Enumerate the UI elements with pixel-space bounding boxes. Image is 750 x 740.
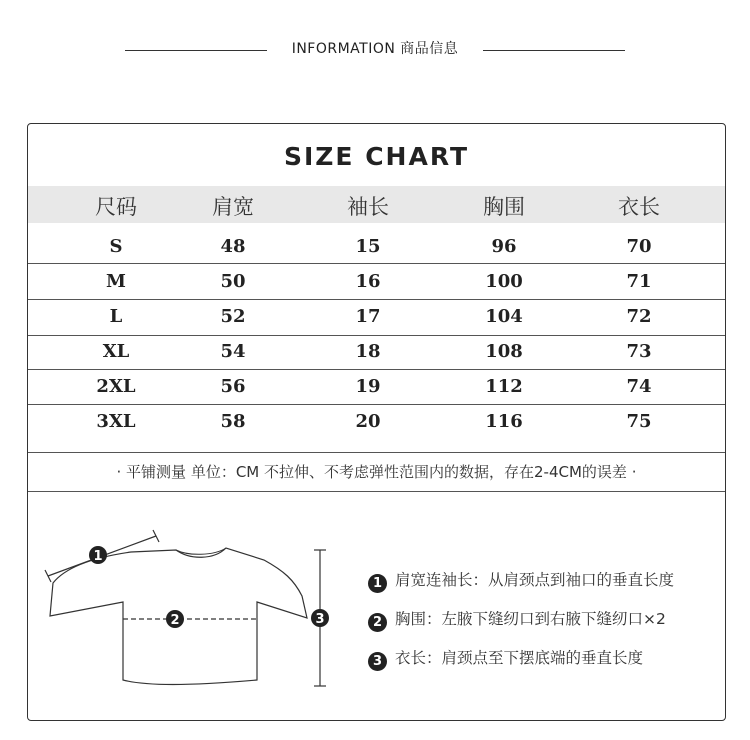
header-divider-left	[125, 50, 267, 51]
header-divider-right	[483, 50, 625, 51]
measurement-note: · 平铺测量 单位：CM 不拉伸、不考虑弹性范围内的数据，存在2-4CM的误差 ·	[116, 463, 637, 481]
cell-size: S	[109, 236, 123, 257]
cell-shoulder: 50	[220, 271, 246, 292]
legend-text: 肩宽连袖长：从肩颈点到袖口的垂直长度	[395, 571, 675, 589]
cell-shoulder: 52	[220, 306, 246, 327]
cell-sleeve: 15	[355, 236, 381, 257]
cell-length: 75	[626, 411, 652, 432]
cell-size: XL	[102, 341, 130, 362]
cell-chest: 112	[485, 376, 523, 397]
size-chart-panel	[27, 123, 726, 721]
cell-size: 3XL	[96, 411, 136, 432]
cell-size: 2XL	[96, 376, 136, 397]
column-header-chest: 胸围	[483, 195, 525, 219]
cell-length: 71	[626, 271, 652, 292]
cell-sleeve: 17	[355, 306, 381, 327]
marker-3-label: 3	[315, 612, 325, 627]
cell-chest: 108	[485, 341, 523, 362]
cell-chest: 96	[491, 236, 517, 257]
cell-sleeve: 20	[355, 411, 381, 432]
column-header-size: 尺码	[95, 195, 137, 219]
cell-size: L	[109, 306, 123, 327]
cell-chest: 116	[485, 411, 523, 432]
cell-shoulder: 56	[220, 376, 246, 397]
column-header-length: 衣长	[618, 195, 660, 219]
marker-2-label: 2	[170, 613, 180, 628]
section-header	[0, 38, 750, 62]
legend-number-icon: 1	[368, 574, 387, 593]
cell-chest: 104	[485, 306, 523, 327]
marker-3-icon	[311, 609, 329, 627]
column-header-shoulder: 肩宽	[212, 195, 254, 219]
cell-chest: 100	[485, 271, 523, 292]
marker-1-label: 1	[93, 549, 103, 564]
cell-size: M	[106, 271, 126, 292]
marker-2-icon	[166, 610, 184, 628]
legend-item-length	[368, 646, 643, 671]
cell-sleeve: 16	[355, 271, 381, 292]
legend-number-icon: 3	[368, 652, 387, 671]
cell-shoulder: 48	[220, 236, 246, 257]
legend-item-chest	[368, 607, 666, 632]
cell-shoulder: 58	[220, 411, 246, 432]
cell-sleeve: 19	[355, 376, 381, 397]
cell-shoulder: 54	[220, 341, 246, 362]
size-chart-title: SIZE CHART	[283, 142, 469, 171]
legend-text: 胸围：左腋下缝纫口到右腋下缝纫口×2	[395, 610, 666, 628]
cell-length: 72	[626, 306, 652, 327]
legend-number-icon: 2	[368, 613, 387, 632]
cell-sleeve: 18	[355, 341, 381, 362]
legend-item-shoulder	[368, 568, 674, 593]
legend-text: 衣长：肩颈点至下摆底端的垂直长度	[395, 649, 644, 667]
cell-length: 73	[626, 341, 652, 362]
garment-diagram	[28, 124, 725, 722]
cell-length: 74	[626, 376, 652, 397]
column-header-sleeve: 袖长	[347, 195, 389, 219]
marker-1-icon	[89, 546, 107, 564]
cell-length: 70	[626, 236, 652, 257]
section-title: INFORMATION 商品信息	[291, 41, 459, 57]
